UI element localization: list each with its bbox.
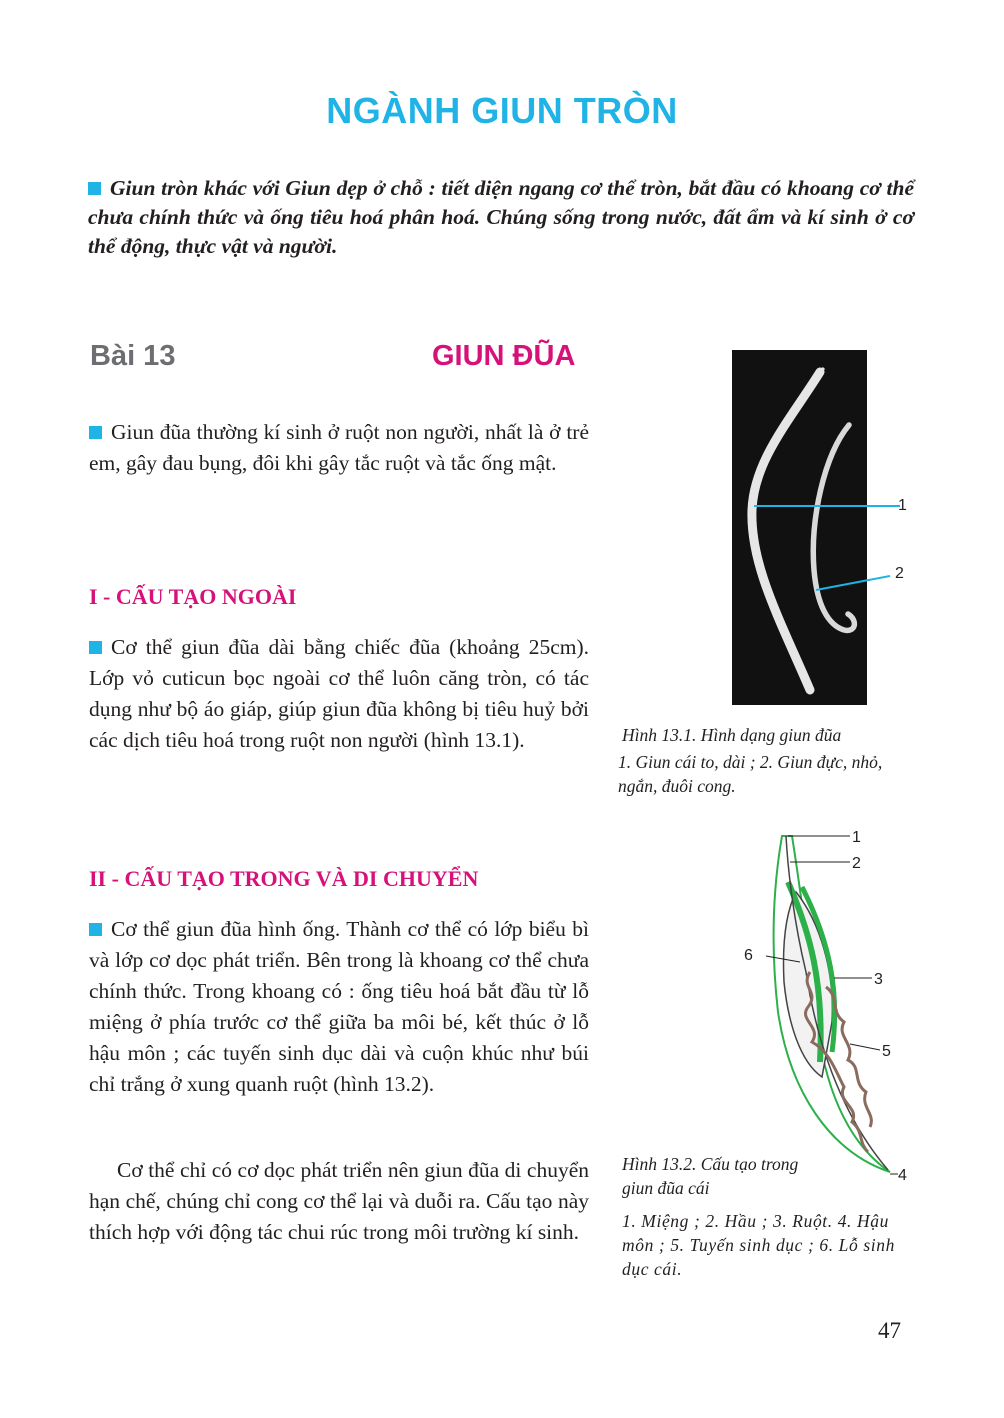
fig1-label-1: 1 [898,497,907,514]
fig2-label-2: 2 [852,855,861,872]
fig2-label-3: 3 [874,971,883,988]
label-line-gonad [850,1044,880,1050]
section2-text-1: Cơ thể giun đũa hình ống. Thành cơ thể có lớp biểu bì và lớp cơ dọc phát triển. Bên trong là khoang cơ thể chưa chính thức. Trong khoang có : ống tiêu hoá bắt đầu từ lỗ miệng ở phía trước cơ thể giữa ba môi bé, kết thúc ở lỗ hậu môn ; các tuyến sinh dục dài và cuộn khúc như búi chỉ trắng ở xung quanh ruột (hình 13.2). [89,917,589,1096]
page-number: 47 [878,1318,901,1343]
section1-text: Cơ thể giun đũa dài bằng chiếc đũa (khoảng 25cm). Lớp vỏ cuticun bọc ngoài cơ thể luôn căng tròn, có tác dụng như bộ áo giáp, giúp giun đũa không bị tiêu huỷ bởi các dịch tiêu hoá trong ruột non người (hình 13.1). [89,635,589,752]
lesson-intro-paragraph [89,417,589,479]
section-heading-external-structure: I - CẤU TẠO NGOÀI [89,584,297,609]
blue-square-icon [89,923,102,936]
fig2-label-1: 1 [852,829,861,846]
chapter-intro-text: Giun tròn khác với Giun dẹp ở chỗ : tiết diện ngang cơ thể tròn, bắt đầu có khoang cơ thể chưa chính thức và ống tiêu hoá phân hoá. Chúng sống trong nước, đất ẩm và kí sinh ở cơ thể động, thực vật và người. [88,176,914,258]
fig2-label-6: 6 [744,947,753,964]
figure1-legend: 1. Giun cái to, dài ; 2. Giun đực, nhỏ, ngắn, đuôi cong. [618,752,883,796]
chapter-title: NGÀNH GIUN TRÒN [326,90,678,131]
blue-square-icon [88,182,101,195]
figure2-legend: 1. Miệng ; 2. Hầu ; 3. Ruột. 4. Hậu môn ; 5. Tuyến sinh dục ; 6. Lỗ sinh dục cái. [622,1211,895,1279]
blue-square-icon [89,426,102,439]
section1-paragraph [89,632,589,756]
section-heading-internal-structure: II - CẤU TẠO TRONG VÀ DI CHUYỂN [89,866,479,891]
fig2-label-4: 4 [898,1167,907,1184]
lesson-number: Bài 13 [90,340,176,372]
lesson-intro-text: Giun đũa thường kí sinh ở ruột non người, nhất là ở trẻ em, gây đau bụng, đôi khi gây tắc ruột và tắc ống mật. [89,420,589,475]
roundworm-internal-anatomy-figure [740,822,930,1192]
section2-paragraph-1 [89,914,589,1100]
fig1-label-2: 2 [895,565,904,582]
fig2-label-5: 5 [882,1043,891,1060]
chapter-intro [88,174,914,261]
roundworm-photo-figure [732,350,922,710]
blue-square-icon [89,641,102,654]
figure1-title: Hình 13.1. Hình dạng giun đũa [622,725,842,745]
figure2-title: Hình 13.2. Cấu tạo trong giun đũa cái [622,1154,799,1198]
section2-paragraph-2: Cơ thể chỉ có cơ dọc phát triển nên giun đũa di chuyển hạn chế, chúng chỉ cong cơ thể lại và duỗi ra. Cấu tạo này thích hợp với động tác chui rúc trong môi trường kí sinh. [89,1158,589,1244]
lesson-title: GIUN ĐŨA [432,340,576,372]
